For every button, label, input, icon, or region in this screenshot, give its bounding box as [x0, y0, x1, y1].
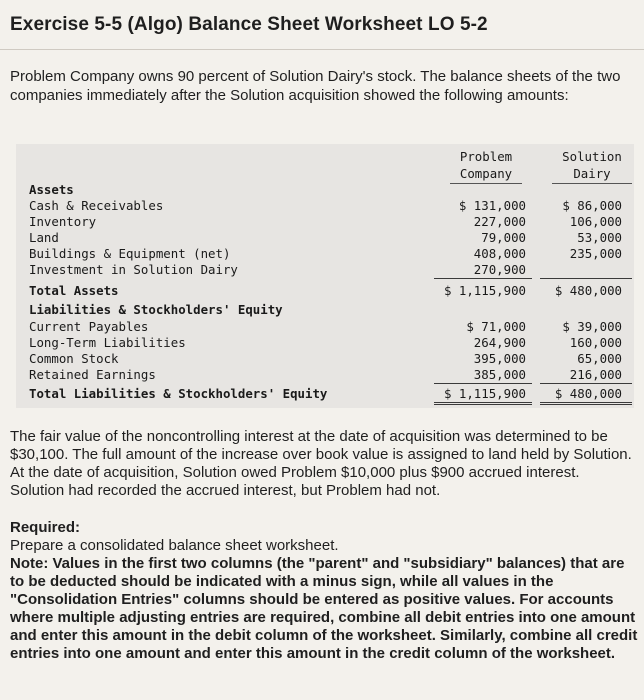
- assets-heading-row: [16, 182, 634, 198]
- required-note: Note: Values in the first two columns (the "parent" and "subsidiary" balances) that are to be deducted should be indicated with a minus sign, while all values in the "Consolidation Entries" columns should be entered as positive values. For accounts where multiple adjusting entries are required, combine all debit entries into one amount and enter this amount in the debit column of the worksheet. Similarly, combine all credit entries into one amount and enter this amount in the credit column of the worksheet.: [10, 555, 638, 662]
- column-header-problem: Problem Company: [459, 149, 513, 181]
- total-assets-row: Total Assets $ 1,115,900 $ 480,000: [29, 283, 622, 298]
- subtotal-line-solution-2: [540, 383, 632, 384]
- subtotal-line-problem-2: [434, 383, 532, 384]
- table-row: Retained Earnings 385,000 216,000: [29, 367, 622, 382]
- liabilities-heading-row: [16, 302, 634, 318]
- double-underline-problem: [434, 402, 532, 405]
- table-row: Inventory 227,000 106,000: [29, 214, 622, 229]
- table-row: Common Stock 395,000 65,000: [29, 351, 622, 366]
- table-row: Buildings & Equipment (net) 408,000 235,000: [29, 246, 622, 261]
- double-underline-solution: [540, 402, 632, 405]
- table-row: Land 79,000 53,000: [29, 230, 622, 245]
- page-title: Exercise 5-5 (Algo) Balance Sheet Worksheet LO 5-2: [10, 14, 488, 35]
- table-row: Investment in Solution Dairy 270,900: [29, 262, 526, 277]
- column-header-solution: Solution Dairy: [562, 149, 622, 181]
- subtotal-line-problem: [434, 278, 532, 279]
- required-instruction: Prepare a consolidated balance sheet worksheet.: [10, 537, 339, 554]
- intro-paragraph: Problem Company owns 90 percent of Solution Dairy's stock. The balance sheets of the two companies immediately after the Solution acquisition showed the following amounts:: [10, 68, 621, 104]
- required-section: [10, 519, 638, 663]
- total-liabilities-row: Total Liabilities & Stockholders' Equity $ 1,115,900 $ 480,000: [29, 386, 622, 401]
- balance-sheet-table: [16, 144, 634, 408]
- table-row: Cash & Receivables $ 131,000 $ 86,000: [29, 198, 622, 213]
- liabilities-heading: Liabilities & Stockholders' Equity: [29, 302, 283, 317]
- table-row: Long-Term Liabilities 264,900 160,000: [29, 335, 622, 350]
- table-row: Current Payables $ 71,000 $ 39,000: [29, 319, 622, 334]
- subtotal-line-solution: [540, 278, 632, 279]
- assets-heading: Assets: [29, 182, 74, 197]
- required-heading: Required:: [10, 519, 81, 536]
- title-divider: [0, 49, 644, 50]
- fair-value-paragraph: The fair value of the noncontrolling interest at the date of acquisition was determined to be $30,100. The full amount of the increase over book value is assigned to land held by Solution. At the date of acquisition, Solution owed Problem $10,000 plus $900 accrued interest. Solution had recorded the accrued interest, but Problem had not.: [10, 428, 632, 499]
